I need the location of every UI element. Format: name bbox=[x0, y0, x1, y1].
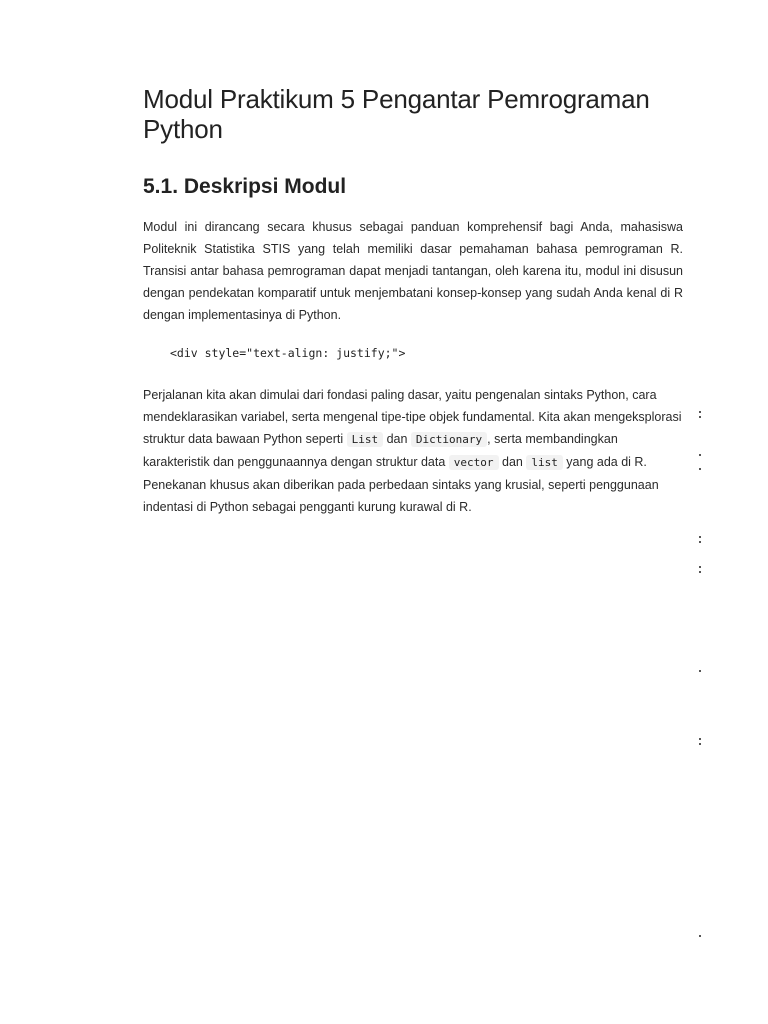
paragraph-text: , serta membandingkan karakteristik dan penggunaannya dengan struktur data bbox=[143, 432, 618, 469]
paragraph-text: Perjalanan kita akan dimulai dari fondasi paling dasar, yaitu pengenalan sintaks Python, cara mendeklarasikan variabel, serta mengenal tipe-tipe objek fundamental. Kita akan mengeksplorasi struktur data bawaan Python seperti bbox=[143, 388, 682, 446]
inline-code-dictionary: Dictionary bbox=[411, 432, 487, 447]
description-paragraph: Modul ini dirancang secara khusus sebagai panduan komprehensif bagi Anda, mahasiswa Politeknik Statistika STIS yang telah memiliki dasar pemahaman bahasa pemrograman R. Transisi antar bahasa pemrograman dapat menjadi tantangan, oleh karena itu, modul ini disusun dengan pendekatan komparatif untuk menjembatani konsep-konsep yang sudah Anda kenal di R dengan implementasinya di Python. bbox=[143, 220, 683, 322]
edge-mark bbox=[699, 670, 701, 672]
edge-mark bbox=[699, 411, 701, 413]
edge-mark bbox=[699, 468, 701, 470]
paragraph-text: dan bbox=[383, 432, 411, 446]
edge-mark bbox=[699, 536, 701, 538]
edge-mark bbox=[699, 935, 701, 937]
inline-code-vector: vector bbox=[449, 455, 499, 470]
inline-code-list-r: list bbox=[526, 455, 563, 470]
paragraph-text: dan bbox=[498, 455, 527, 469]
code-snippet: <div style="text-align: justify;"> bbox=[170, 346, 406, 360]
section-heading: 5.1. Deskripsi Modul bbox=[143, 175, 347, 198]
edge-mark bbox=[699, 566, 701, 568]
page-title: Modul Praktikum 5 Pengantar Pemrograman Python bbox=[143, 84, 650, 144]
document-page bbox=[143, 84, 683, 518]
edge-mark bbox=[699, 454, 701, 456]
inline-code-list: List bbox=[347, 432, 384, 447]
paragraph-text: yang ada di R. Penekanan khusus akan diberikan pada perbedaan sintaks yang krusial, seperti penggunaan indentasi di Python sebagai pengganti kurung kurawal di R. bbox=[143, 455, 659, 514]
edge-mark bbox=[699, 738, 701, 740]
overview-paragraph bbox=[143, 384, 683, 518]
